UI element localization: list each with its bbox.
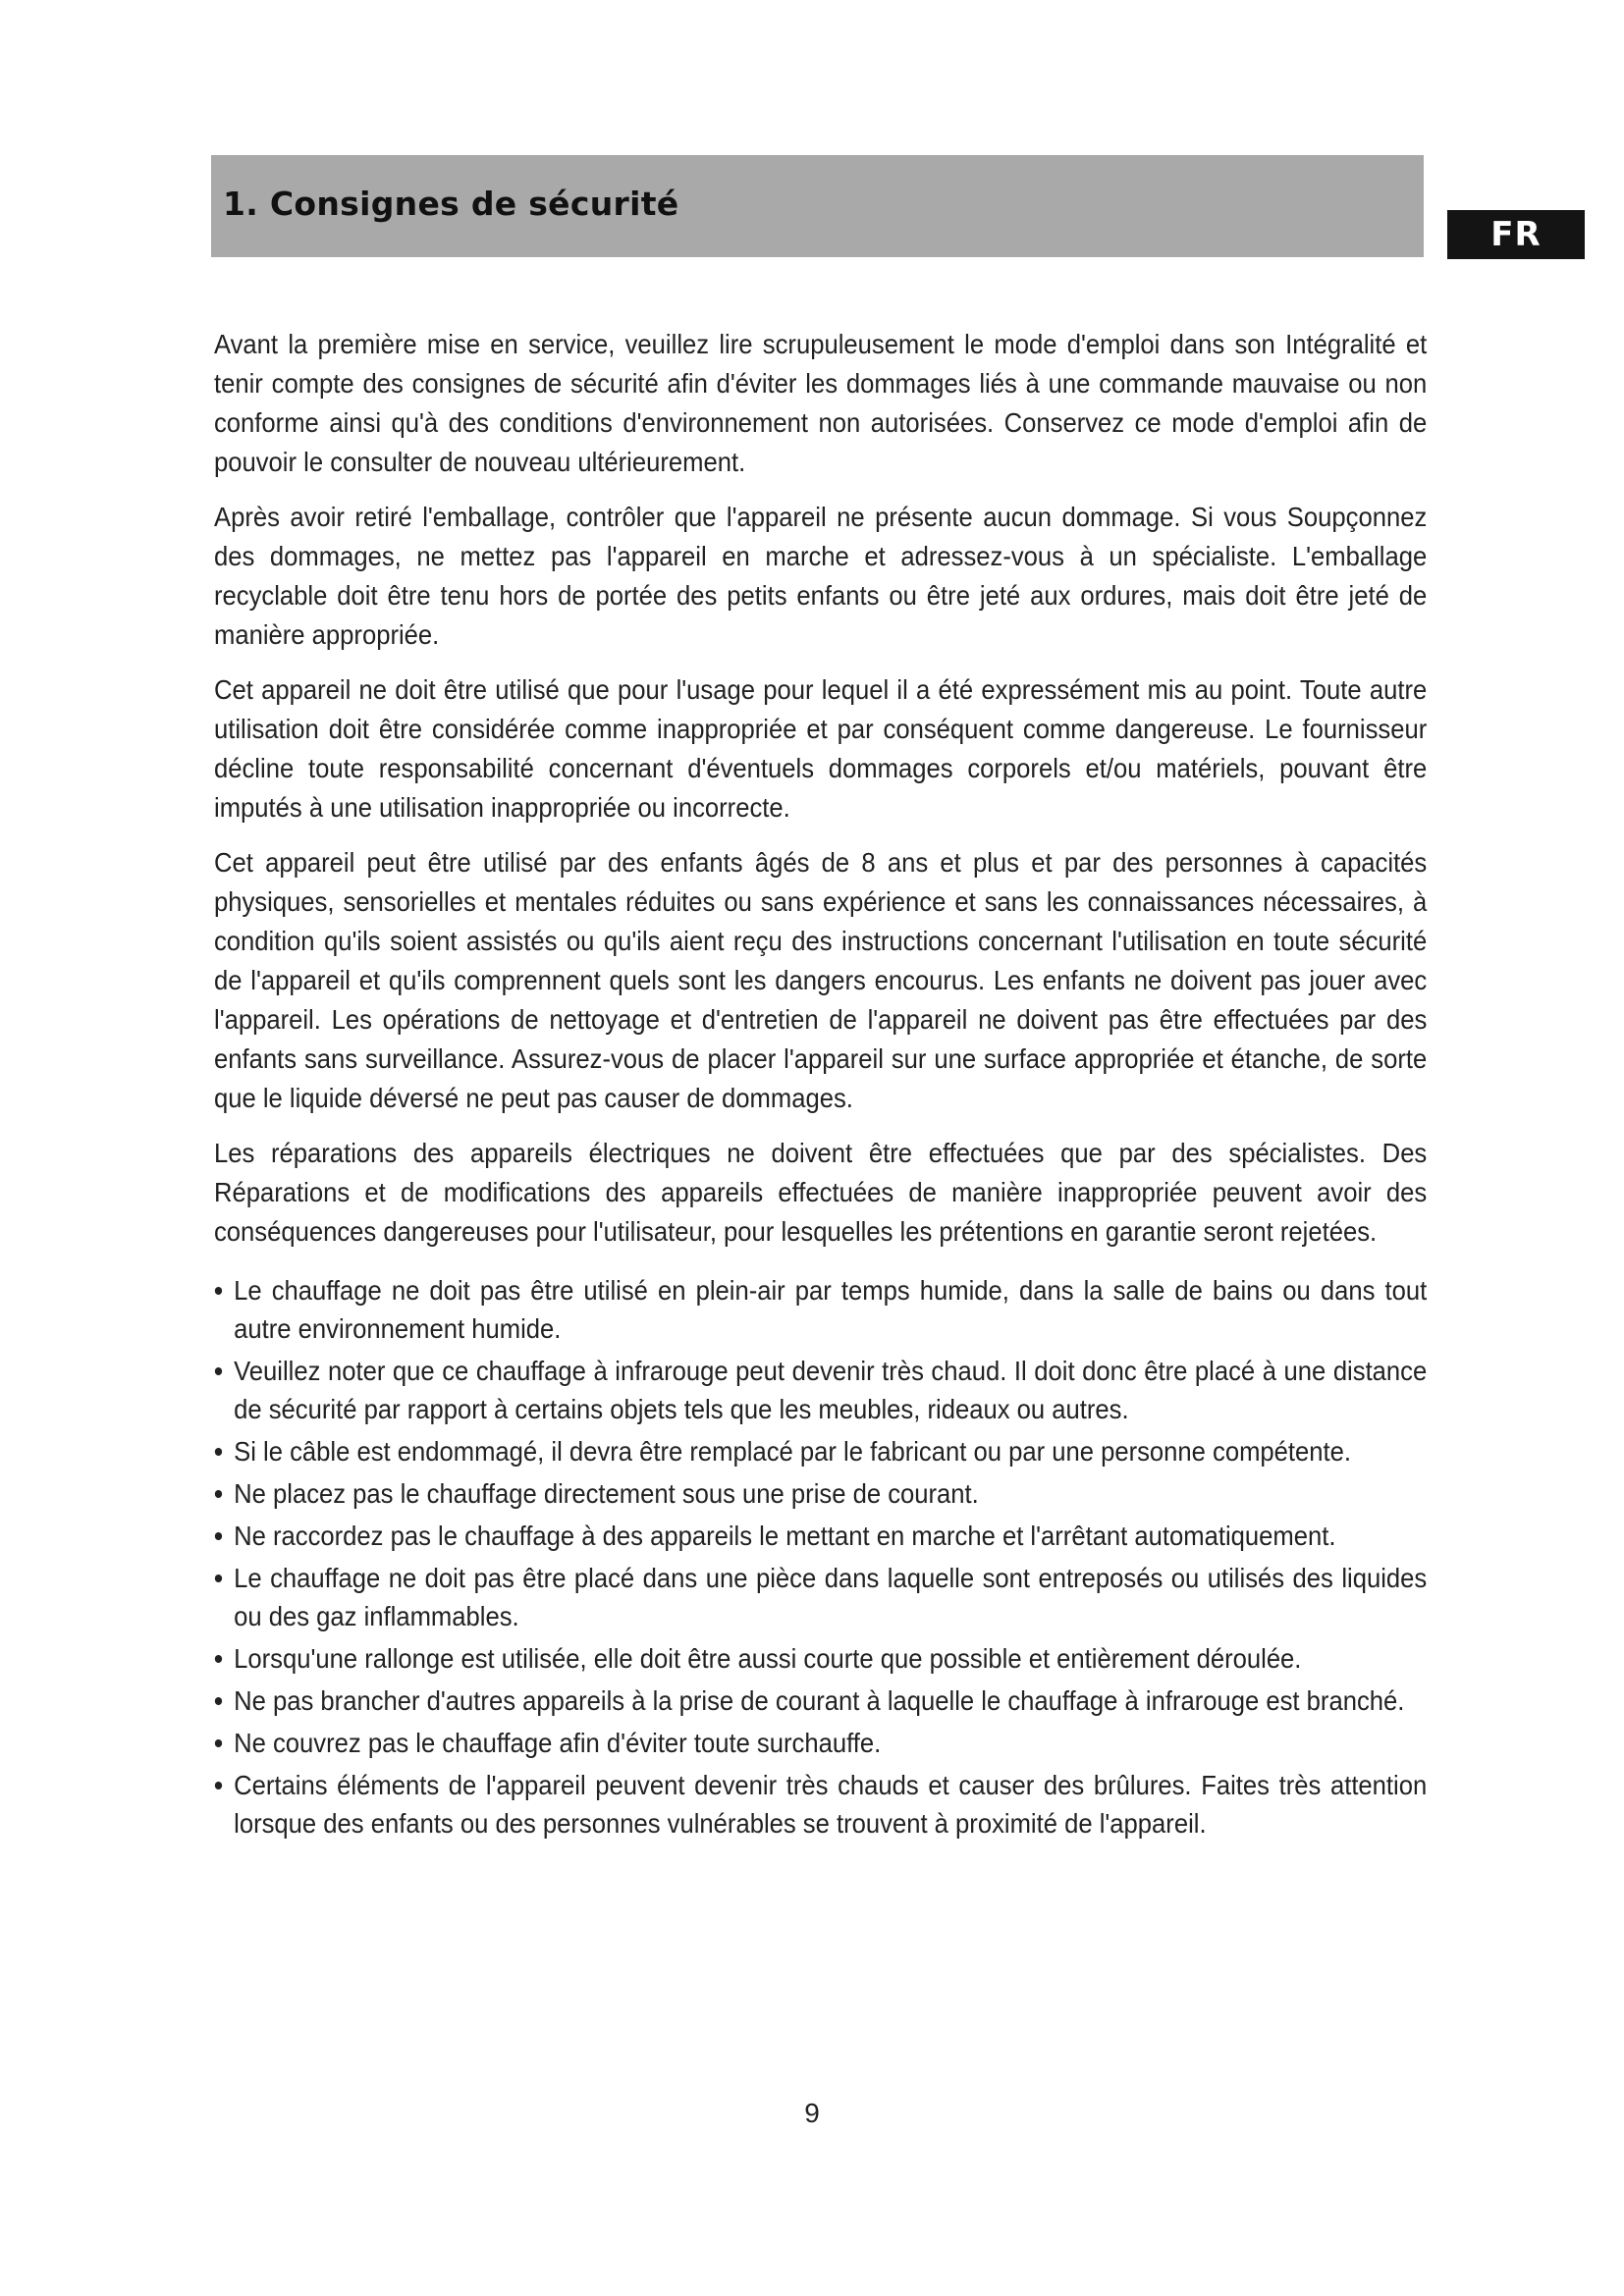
language-badge: FR: [1447, 210, 1585, 259]
paragraph-repairs: Les réparations des appareils électriques ne doivent être effectuées que par des spécialistes. Des Réparations et de modifications des appareils effectuées de manière inappropriée peuvent avoir des conséquences dangereuses pour l'utilisateur, pour lesquelles les prétentions en garantie seront rejetées.: [214, 1138, 1428, 1247]
bullet-icon: •: [214, 1643, 223, 1674]
bullet-icon: •: [214, 1685, 223, 1716]
bullet-icon: •: [214, 1770, 223, 1800]
list-item: [214, 1766, 1427, 1842]
paragraph-intro: Avant la première mise en service, veuillez lire scrupuleusement le mode d'emploi dans son Intégralité et tenir compte des consignes de sécurité afin d'éviter les dommages liés à une commande mauvaise ou non conforme ainsi qu'à des conditions d'environnement non autorisées. Conservez ce mode d'emploi afin de pouvoir le consulter de nouveau ultérieurement.: [214, 329, 1428, 477]
bullet-text: Veuillez noter que ce chauffage à infrarouge peut devenir très chaud. Il doit donc être placé à une distance de sécurité par rapport à certains objets tels que les meubles, rideaux ou autres.: [234, 1356, 1428, 1424]
bullet-text: Ne pas brancher d'autres appareils à la prise de courant à laquelle le chauffage à infrarouge est branché.: [234, 1685, 1405, 1716]
bullet-icon: •: [214, 1563, 223, 1593]
list-item: [214, 1517, 1427, 1555]
bullet-text: Ne couvrez pas le chauffage afin d'éviter toute surchauffe.: [234, 1728, 882, 1758]
bullet-icon: •: [214, 1521, 223, 1551]
paragraph-children-persons: Cet appareil peut être utilisé par des enfants âgés de 8 ans et plus et par des personnes à capacités physiques, sensorielles et mentales réduites ou sans expérience et sans les connaissances nécessaires, à condition qu'ils soient assistés ou qu'ils aient reçu des instructions concernant l'utilisation en toute sécurité de l'appareil et qu'ils comprennent quels sont les dangers encourus. Les enfants ne doivent pas jouer avec l'appareil. Les opérations de nettoyage et d'entretien de l'appareil ne doivent pas être effectuées par des enfants sans surveillance. Assurez-vous de placer l'appareil sur une surface appropriée et étanche, de sorte que le liquide déversé ne peut pas causer de dommages.: [214, 847, 1428, 1113]
list-item: [214, 1639, 1427, 1678]
bullet-text: Ne placez pas le chauffage directement sous une prise de courant.: [234, 1478, 979, 1509]
bullet-text: Ne raccordez pas le chauffage à des appareils le mettant en marche et l'arrêtant automatiquement.: [234, 1521, 1336, 1551]
bullet-text: Lorsqu'une rallonge est utilisée, elle doit être aussi courte que possible et entièrement déroulée.: [234, 1643, 1302, 1674]
section-title: 1. Consignes de sécurité: [223, 185, 679, 223]
list-item: [214, 1271, 1427, 1348]
list-item: [214, 1432, 1427, 1470]
section-header-bar: [211, 155, 1424, 257]
paragraph-unpacking: Après avoir retiré l'emballage, contrôler que l'appareil ne présente aucun dommage. Si vous Soupçonnez des dommages, ne mettez pas l'appareil en marche et adressez-vous à un spécialiste. L'emballage recyclable doit être tenu hors de portée des petits enfants ou être jeté aux ordures, mais doit être jeté de manière appropriée.: [214, 502, 1428, 650]
bullet-icon: •: [214, 1356, 223, 1386]
document-body: [214, 325, 1428, 1846]
list-item: [214, 1559, 1427, 1635]
safety-bullet-list: [214, 1271, 1427, 1842]
paragraph-intended-use: Cet appareil ne doit être utilisé que pour l'usage pour lequel il a été expressément mis au point. Toute autre utilisation doit être considérée comme inappropriée et par conséquent comme dangereuse. Le fournisseur décline toute responsabilité concernant d'éventuels dommages corporels et/ou matériels, pouvant être imputés à une utilisation inappropriée ou incorrecte.: [214, 674, 1428, 823]
bullet-text: Certains éléments de l'appareil peuvent devenir très chauds et causer des brûlures. Faites très attention lorsque des enfants ou des personnes vulnérables se trouvent à proximité de l'appareil.: [234, 1770, 1428, 1839]
bullet-icon: •: [214, 1436, 223, 1467]
page-number: 9: [804, 2098, 820, 2128]
bullet-text: Si le câble est endommagé, il devra être remplacé par le fabricant ou par une personne compétente.: [234, 1436, 1352, 1467]
bullet-icon: •: [214, 1478, 223, 1509]
bullet-icon: •: [214, 1275, 223, 1306]
bullet-text: Le chauffage ne doit pas être placé dans une pièce dans laquelle sont entreposés ou utilisés des liquides ou des gaz inflammables.: [234, 1563, 1428, 1631]
bullet-icon: •: [214, 1728, 223, 1758]
list-item: [214, 1682, 1427, 1720]
bullet-text: Le chauffage ne doit pas être utilisé en plein-air par temps humide, dans la salle de bains ou dans tout autre environnement humide.: [234, 1275, 1428, 1344]
list-item: [214, 1474, 1427, 1513]
list-item: [214, 1352, 1427, 1428]
list-item: [214, 1724, 1427, 1762]
